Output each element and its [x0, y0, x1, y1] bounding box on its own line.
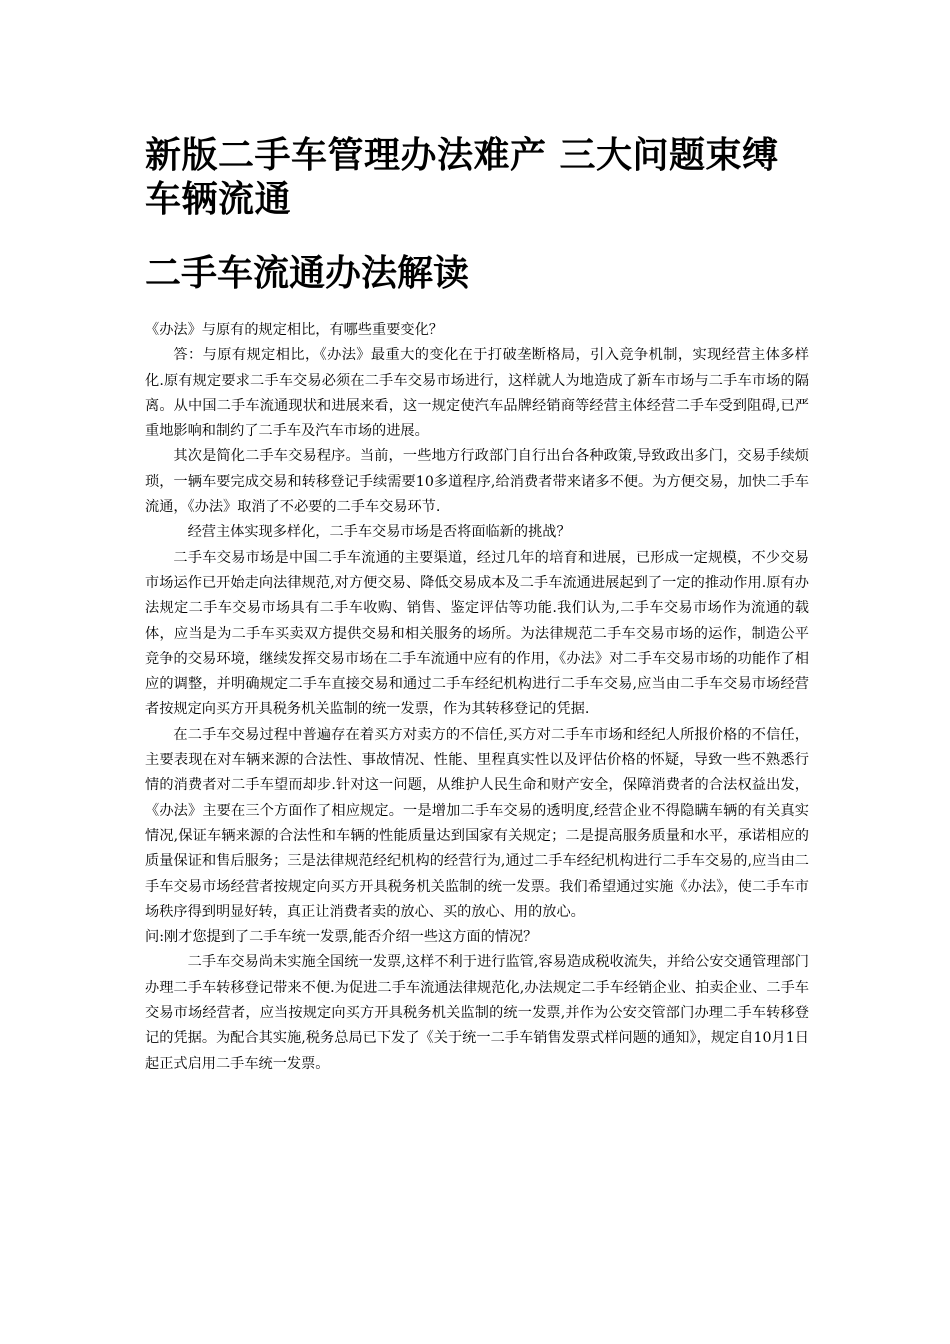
paragraph-trust-issues: 在二手车交易过程中普遍存在着买方对卖方的不信任,买方对二手车市场和经纪人所报价格的不信任，主要表现在对车辆来源的合法性、事故情况、性能、里程真实性以及评估价格的怀疑，导致一些不熟悉行情的消费者对二手车望而却步.针对这一问题，从维护人民生命和财产安全，保障消费者的合法权益出发，《办法》主要在三个方面作了相应规定。一是增加二手车交易的透明度,经营企业不得隐瞒车辆的有关真实情况,保证车辆来源的合法性和车辆的性能质量达到国家有关规定；二是提高服务质量和水平，承诺相应的质量保证和售后服务；三是法律规范经纪机构的经营行为,通过二手车经纪机构进行二手车交易的,应当由二手车交易市场经营者按规定向买方开具税务机关监制的统一发票。我们希望通过实施《办法》，使二手车市场秩序得到明显好转，真正让消费者卖的放心、买的放心、用的放心。 [145, 726, 809, 920]
document-subtitle: 二手车流通办法解读 [145, 253, 470, 294]
paragraph-question-3: 问:刚才您提到了二手车统一发票,能否介绍一些这方面的情况？ [145, 929, 538, 946]
paragraph-question-1: 《办法》与原有的规定相比，有哪些重要变化？ [145, 322, 443, 338]
paragraph-simplify-procedure: 其次是简化二手车交易程序。当前，一些地方行政部门自行出台各种政策,导致政出多门，交易手续烦琐，一辆车要完成交易和转移登记手续需要10多道程序,给消费者带来诸多不便。为方便交易，加快二手车流通，《办法》取消了不必要的二手车交易环节. [145, 448, 809, 516]
paragraph-market-role: 二手车交易市场是中国二手车流通的主要渠道，经过几年的培育和进展，已形成一定规模，不少交易市场运作已开始走向法律规范,对方便交易、降低交易成本及二手车流通进展起到了一定的推动作用.原有办法规定二手车交易市场具有二手车收购、销售、鉴定评估等功能.我们认为,二手车交易市场作为流通的载体，应当是为二手车买卖双方提供交易和相关服务的场所。为法律规范二手车交易市场的运作，制造公平竞争的交易环境，继续发挥交易市场在二手车流通中应有的作用，《办法》对二手车交易市场的功能作了相应的调整，并明确规定二手车直接交易和通过二手车经纪机构进行二手车交易,应当由二手车交易市场经营者按规定向买方开具税务机关监制的统一发票，作为其转移登记的凭据. [145, 549, 809, 718]
document-body [145, 318, 809, 1077]
paragraph-question-2: 经营主体实现多样化，二手车交易市场是否将面临新的挑战？ [187, 524, 571, 541]
paragraph-answer-1: 答：与原有规定相比，《办法》最重大的变化在于打破垄断格局，引入竞争机制，实现经营主体多样化.原有规定要求二手车交易必须在二手车交易市场进行，这样就人为地造成了新车市场与二手车市场的隔离。从中国二手车流通现状和进展来看，这一规定使汽车品牌经销商等经营主体经营二手车受到阻碍,已严重地影响和制约了二手车及汽车市场的进展。 [145, 347, 809, 440]
document-title: 新版二手车管理办法难产 三大问题束缚车辆流通 [145, 135, 779, 220]
paragraph-unified-invoice: 二手车交易尚未实施全国统一发票,这样不利于进行监管,容易造成税收流失，并给公安交通管理部门办理二手车转移登记带来不便.为促进二手车流通法律规范化,办法规定二手车经销企业、拍卖企业、二手车交易市场经营者，应当按规定向买方开具税务机关监制的统一发票,并作为公安交管部门办理二手车转移登记的凭据。为配合其实施,税务总局已下发了《关于统一二手车销售发票式样问题的通知》，规定自10月1日起正式启用二手车统一发票。 [145, 954, 809, 1072]
